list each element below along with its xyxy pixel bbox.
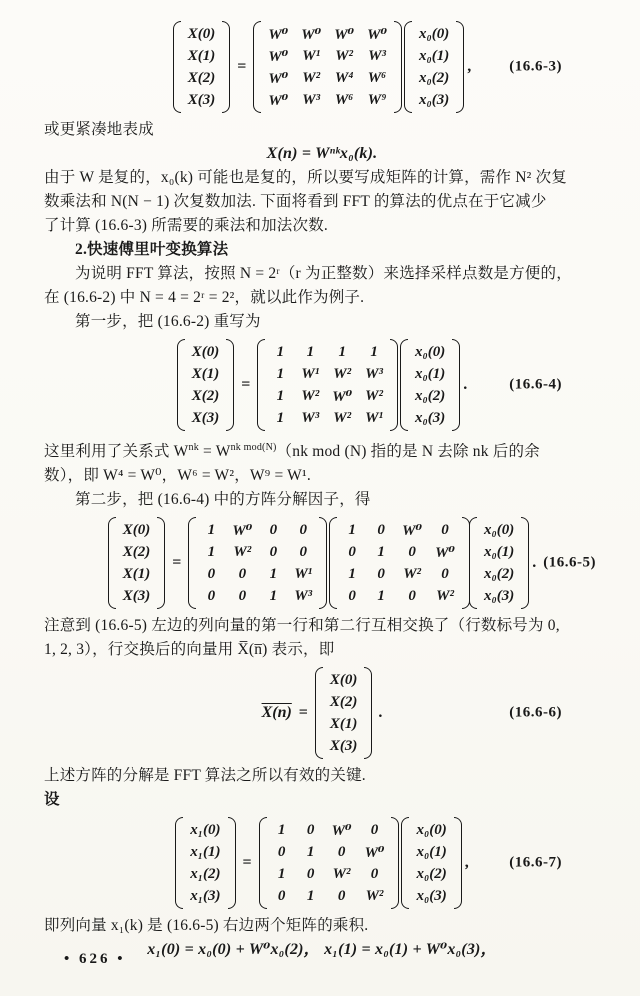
matrix-grid (185, 339, 227, 431)
left-paren-icon (400, 339, 408, 431)
matrix-cell: x₀(0) (415, 343, 446, 360)
paragraph-relation (44, 436, 600, 488)
matrix-grid (337, 517, 462, 609)
matrix-cell: x₀(2) (416, 865, 447, 882)
matrix-cell: W² (302, 69, 321, 86)
matrix-cell: W² (436, 587, 454, 604)
matrix-cell: W⁰ (268, 70, 289, 87)
vector-x0 (469, 517, 529, 609)
vector-X (173, 21, 231, 113)
matrix-cell: x₁(3) (190, 887, 221, 904)
left-paren-icon (469, 517, 477, 609)
matrix-cell: 0 (269, 521, 278, 538)
vector-x0 (400, 339, 460, 431)
equation-16-6-6 (44, 667, 600, 759)
paragraph-line: 为说明 FFT 算法，按照 N = 2ʳ（r 为正整数）来选择采样点数是方便的， (75, 265, 572, 282)
matrix-cell: W³ (368, 47, 386, 64)
matrix-cell: 0 (207, 587, 216, 604)
right-paren-icon (452, 339, 460, 431)
matrix-cell: W³ (302, 91, 321, 108)
matrix-cell: W¹ (365, 409, 383, 426)
matrix-cell: W¹ (301, 365, 320, 382)
matrix-cell: W⁰ (268, 26, 289, 43)
matrix-cell: W⁰ (332, 388, 353, 405)
matrix-cell: X(3) (191, 409, 220, 426)
superscript-nk-mod-N: nk mod(N) (230, 442, 277, 453)
text-segment: = W (198, 443, 231, 461)
matrix-cell: 0 (299, 543, 307, 560)
equation-16-6-5 (44, 517, 600, 609)
matrix-cell: x₀(2) (484, 565, 515, 582)
trailing-period: . (463, 376, 468, 393)
left-paren-icon (259, 817, 267, 909)
matrix-cell: 1 (276, 365, 285, 382)
right-paren-icon (390, 339, 398, 431)
matrix-cell: W³ (365, 365, 383, 382)
matrix-cell: 0 (377, 521, 385, 538)
paragraph-row-swap (44, 614, 600, 662)
matrix-cell: W⁰ (367, 26, 388, 43)
matrix-cell: x₀(1) (419, 47, 450, 64)
matrix-cell: W⁶ (334, 91, 354, 108)
matrix-cell: X(0) (187, 25, 216, 42)
matrix-W-full (253, 21, 402, 113)
paragraph-line: 数乘法和 N(N − 1) 次复数加法. 下面将看到 FFT 的算法的优点在于它减少 (44, 193, 547, 210)
equation-body (262, 667, 383, 759)
matrix-cell: 1 (377, 543, 385, 560)
matrix-cell: 0 (269, 543, 278, 560)
matrix-cell: 1 (277, 821, 286, 838)
matrix-cell: 0 (348, 543, 356, 560)
right-paren-icon (228, 817, 236, 909)
page-number: • 626 • (64, 951, 126, 967)
left-paren-icon (253, 21, 261, 113)
matrix-cell: x₀(2) (419, 69, 450, 86)
vector-x1 (175, 817, 235, 909)
vector-X (177, 339, 235, 431)
vector-X-swapped (108, 517, 166, 609)
matrix-cell: 1 (269, 587, 278, 604)
matrix-grid (181, 21, 223, 113)
superscript-nk: nk (188, 442, 199, 453)
paragraph-line: 数），即 W⁴ = W⁰，W⁶ = W²，W⁹ = W¹. (44, 467, 311, 485)
matrix-cell: X(0) (122, 521, 151, 538)
left-paren-icon (401, 817, 409, 909)
matrix-cell: W⁰ (364, 844, 385, 861)
equation-compact: X(n) = Wⁿᵏx₀(k). (266, 145, 378, 162)
matrix-cell: 0 (408, 543, 416, 560)
vector-Xbar-symbol: X(n) (261, 704, 292, 722)
equation-body (177, 339, 467, 431)
matrix-cell: W¹ (302, 47, 321, 64)
equals-sign: = (237, 58, 247, 75)
matrix-cell: W² (365, 887, 384, 904)
matrix-grid (267, 817, 392, 909)
left-paren-icon (315, 667, 323, 759)
right-paren-icon (226, 339, 234, 431)
matrix-cell: 1 (276, 343, 285, 360)
matrix-cell: x₀(2) (415, 387, 446, 404)
matrix-cell: X(3) (187, 91, 216, 108)
trailing-period: . (532, 554, 537, 572)
matrix-cell: x₀(1) (415, 365, 446, 382)
matrix-cell: 1 (277, 865, 286, 882)
equation-label: (16.6-6) (509, 704, 562, 721)
equation-16-6-3 (44, 21, 600, 113)
matrix-cell: x₀(1) (416, 843, 447, 860)
matrix-cell: X(2) (122, 543, 151, 560)
right-paren-icon (319, 517, 327, 609)
matrix-grid (265, 339, 390, 431)
matrix-cell: 0 (306, 821, 315, 838)
matrix-cell: 0 (377, 565, 385, 582)
matrix-cell: W⁴ (334, 69, 354, 86)
matrix-cell: 0 (306, 865, 315, 882)
equation-label: (16.6-3) (509, 58, 562, 75)
matrix-grid (261, 21, 394, 113)
matrix-cell: x₀(0) (416, 821, 447, 838)
left-paren-icon (329, 517, 337, 609)
matrix-cell: X(2) (329, 693, 358, 710)
matrix-cell: x₀(0) (419, 25, 450, 42)
matrix-cell: X(1) (187, 47, 216, 64)
equation-body (108, 517, 536, 609)
matrix-cell: W² (333, 409, 352, 426)
paragraph-line: 1, 2, 3），行交换后的向量用 X̅(n̅) 表示，即 (44, 641, 335, 659)
vector-x0 (401, 817, 461, 909)
matrix-cell: W³ (294, 587, 313, 604)
matrix-cell: W⁹ (367, 91, 387, 108)
vector-x0 (404, 21, 464, 113)
equation-body (175, 817, 468, 909)
matrix-cell: X(1) (122, 565, 151, 582)
matrix-cell: X(0) (329, 671, 358, 688)
matrix-cell: 0 (299, 521, 307, 538)
matrix-cell: x₀(3) (416, 887, 447, 904)
matrix-cell: X(0) (191, 343, 220, 360)
matrix-cell: X(2) (187, 69, 216, 86)
paragraph-line (44, 436, 600, 464)
equation-16-6-4 (44, 339, 600, 431)
matrix-grid (409, 817, 453, 909)
matrix-grid (477, 517, 521, 609)
line-let: 设 (44, 791, 60, 809)
matrix-grid (408, 339, 452, 431)
left-paren-icon (177, 339, 185, 431)
text-segment: 这里利用了关系式 W (44, 443, 189, 461)
paragraph-complexity (44, 166, 600, 238)
left-paren-icon (404, 21, 412, 113)
equation-butterfly: x₁(0) = x₀(0) + W⁰x₀(2)， x₁(1) = x₀(1) + W⁰x₀(3)， (147, 941, 497, 959)
matrix-grid (116, 517, 158, 609)
matrix-cell: W⁰ (301, 26, 322, 43)
matrix-cell: 0 (441, 521, 449, 538)
matrix-cell: W² (301, 387, 320, 404)
matrix-cell: W² (335, 47, 354, 64)
matrix-cell: 1 (207, 521, 216, 538)
line-compact-intro: 或更紧凑地表成 (44, 121, 154, 138)
right-paren-icon (391, 817, 399, 909)
equals-sign: = (172, 554, 182, 572)
matrix-cell: x₀(0) (484, 521, 515, 538)
matrix-cell: 1 (306, 843, 315, 860)
equation-label: (16.6-7) (509, 854, 562, 871)
equals-sign: = (241, 376, 251, 393)
matrix-cell: W³ (301, 409, 320, 426)
paragraph-line: 注意到 (16.6-5) 左边的列向量的第一行和第二行互相交换了（行数标号为 0, (44, 617, 560, 635)
matrix-cell: 1 (269, 565, 278, 582)
matrix-cell: W¹ (294, 565, 313, 582)
matrix-cell: 1 (348, 521, 356, 538)
matrix-cell: W⁰ (232, 522, 253, 539)
left-paren-icon (175, 817, 183, 909)
matrix-cell: 0 (408, 587, 416, 604)
matrix-cell: W⁶ (367, 69, 387, 86)
equals-sign: = (298, 704, 308, 722)
matrix-cell: 0 (370, 821, 379, 838)
right-paren-icon (521, 517, 529, 609)
matrix-cell: 1 (276, 387, 285, 404)
matrix-cell: W² (233, 543, 252, 560)
matrix-cell: 0 (277, 887, 286, 904)
matrix-cell: 0 (277, 843, 286, 860)
factor-matrix-2 (329, 517, 470, 609)
line-step2: 第二步，把 (16.6-4) 中的方阵分解因子，得 (75, 491, 371, 509)
matrix-cell: 1 (348, 565, 356, 582)
matrix-cell: X(3) (329, 737, 358, 754)
matrix-cell: X(1) (191, 365, 220, 382)
matrix-cell: W² (365, 387, 383, 404)
paragraph-line: 了计算 (16.6-3) 所需要的乘法和加法次数. (44, 217, 328, 234)
right-paren-icon (394, 21, 402, 113)
line-key: 上述方阵的分解是 FFT 算法之所以有效的关键. (44, 767, 366, 785)
right-paren-icon (364, 667, 372, 759)
left-paren-icon (108, 517, 116, 609)
matrix-cell: W² (403, 565, 422, 582)
matrix-cell: X(1) (329, 715, 358, 732)
matrix-cell: 1 (338, 343, 346, 360)
left-paren-icon (257, 339, 265, 431)
right-paren-icon (456, 21, 464, 113)
matrix-cell: x₀(1) (484, 543, 515, 560)
matrix-cell: 1 (207, 543, 216, 560)
paragraph-line: 由于 W 是复的，x₀(k) 可能也是复的，所以要写成矩阵的计算，需作 N² 次复 (44, 169, 567, 186)
paragraph-fft-intro (44, 262, 600, 310)
matrix-grid (323, 667, 365, 759)
matrix-cell: W² (333, 365, 352, 382)
equation-body (173, 21, 472, 113)
matrix-cell: 0 (337, 843, 346, 860)
equals-sign: = (242, 854, 252, 872)
matrix-cell: x₁(0) (190, 821, 221, 838)
factor-matrix-1 (188, 517, 327, 609)
matrix-cell: W⁰ (334, 26, 355, 43)
matrix-cell: X(2) (191, 387, 220, 404)
matrix-cell: 0 (441, 565, 449, 582)
equation-label: (16.6-4) (509, 376, 562, 393)
matrix-cell: 1 (370, 343, 378, 360)
matrix-W-reduced (257, 339, 398, 431)
right-paren-icon (454, 817, 462, 909)
matrix-cell: W⁰ (331, 822, 352, 839)
matrix-cell: 1 (306, 343, 315, 360)
equation-label: (16.6-5) (543, 554, 596, 571)
right-paren-icon (157, 517, 165, 609)
matrix-cell: 0 (207, 565, 216, 582)
line-step1: 第一步，把 (16.6-2) 重写为 (75, 313, 261, 330)
matrix-cell: 0 (348, 587, 356, 604)
text-segment: （nk mod (N) 指的是 N 去除 nk 后的余 (276, 443, 540, 461)
matrix-cell: 1 (377, 587, 385, 604)
section-heading-fft: 2.快速傅里叶变换算法 (75, 241, 229, 258)
matrix-cell: 0 (238, 565, 247, 582)
matrix-grid (412, 21, 456, 113)
line-product: 即列向量 x₁(k) 是 (16.6-5) 右边两个矩阵的乘积. (44, 917, 369, 935)
matrix-cell: x₀(3) (419, 91, 450, 108)
vector-X-swapped (315, 667, 373, 759)
matrix-cell: W² (332, 865, 351, 882)
trailing-period: . (378, 704, 383, 722)
matrix-cell: 0 (370, 865, 379, 882)
matrix-grid (183, 817, 227, 909)
matrix-cell: 1 (306, 887, 315, 904)
matrix-cell: x₁(1) (190, 843, 221, 860)
trailing-comma: , (467, 58, 472, 75)
left-paren-icon (173, 21, 181, 113)
matrix-cell: W⁰ (402, 522, 423, 539)
left-paren-icon (188, 517, 196, 609)
paragraph-line: 在 (16.6-2) 中 N = 4 = 2ʳ = 2²，就以此作为例子. (44, 289, 365, 306)
matrix-cell: W⁰ (268, 48, 289, 65)
matrix-cell: W⁰ (268, 92, 289, 109)
matrix-cell: 0 (337, 887, 346, 904)
matrix-cell: 1 (276, 409, 285, 426)
matrix-cell: X(3) (122, 587, 151, 604)
matrix-cell: 0 (238, 587, 247, 604)
factor-matrix-2 (259, 817, 400, 909)
matrix-cell: x₁(2) (190, 865, 221, 882)
matrix-cell: x₀(3) (484, 587, 515, 604)
matrix-grid (196, 517, 319, 609)
matrix-cell: W⁰ (435, 544, 455, 561)
trailing-comma: , (464, 854, 469, 872)
matrix-cell: x₀(3) (415, 409, 446, 426)
right-paren-icon (222, 21, 230, 113)
equation-16-6-7 (44, 817, 600, 909)
